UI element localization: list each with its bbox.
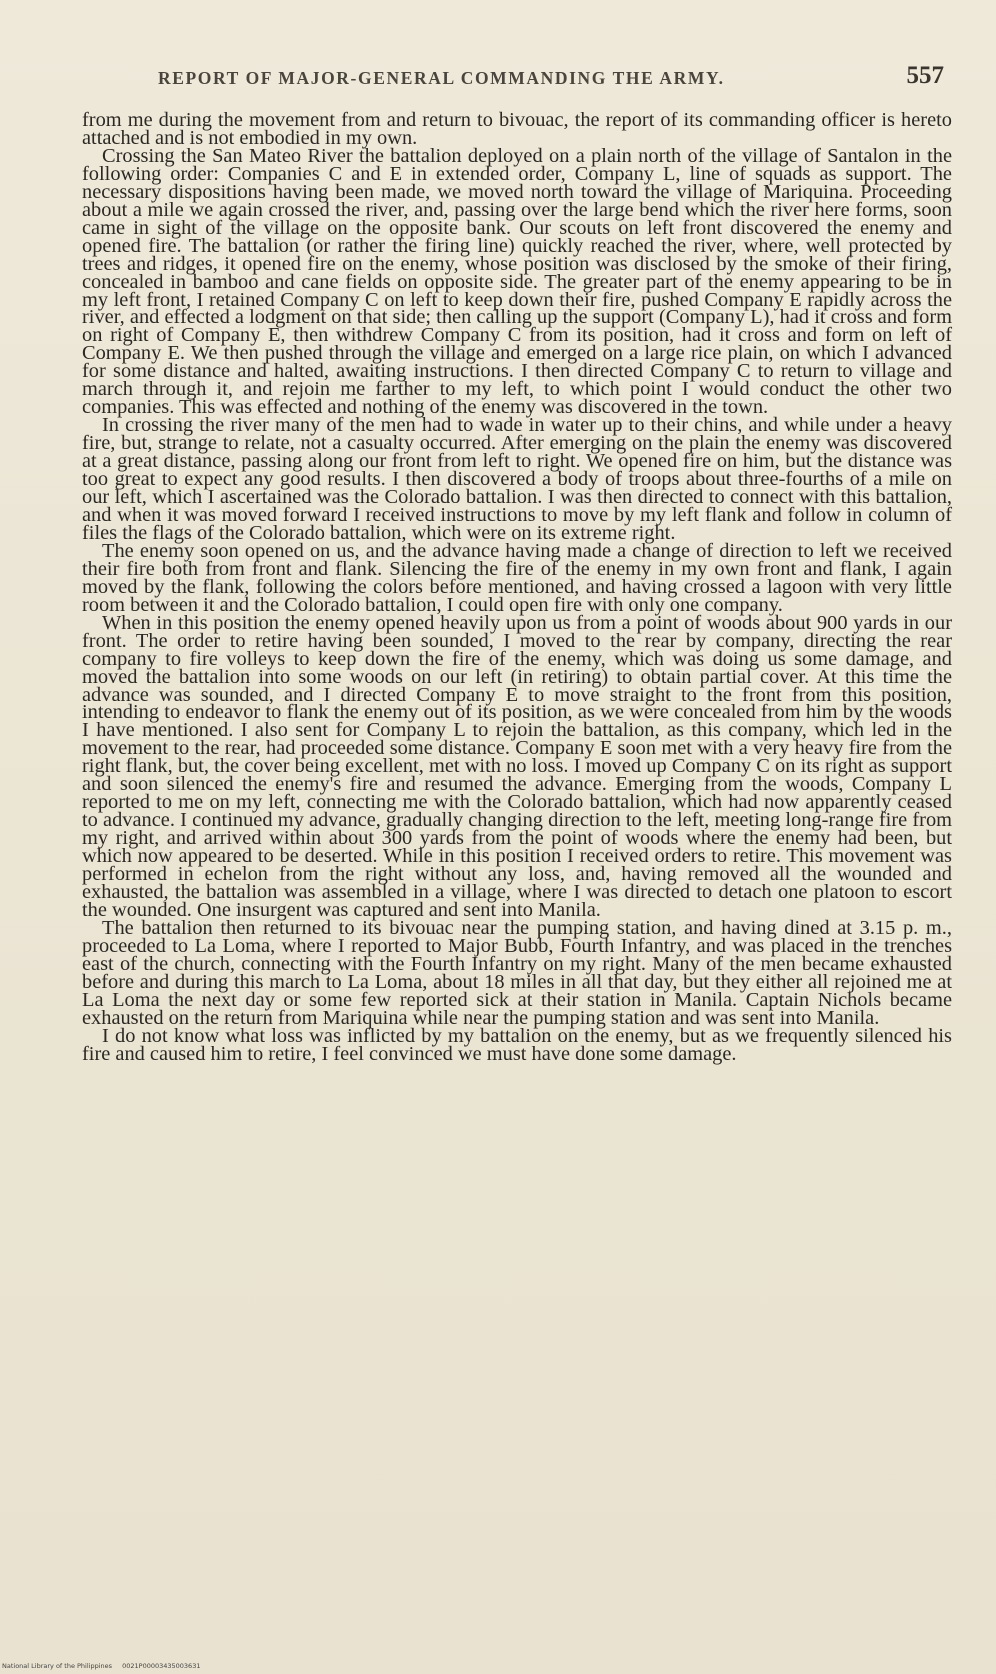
report-body — [82, 109, 952, 1065]
paragraph: When in this position the enemy opened heavily upon us from a point of woods about 900 yards in our front. The order to retire having been sounded, I moved to the rear by company, directing the rear company to fire volleys to keep down the fire of the enemy, which was doing us some damage, and moved the battalion into some woods on our left (in retiring) to obtain partial cover. At this time the advance was sounded, and I directed Company E to move straight to the front from this position, intending to endeavor to flank the enemy out of its position, as we were concealed from him by the woods I have mentioned. I also sent for Company L to rejoin the battalion, as this company, which led in the movement to the rear, had proceeded some distance. Company E soon met with a very heavy fire from the right flank, but, the cover being excellent, met with no loss. I moved up Company C on its right as support and soon silenced the enemy's fire and resumed the advance. Emerging from the woods, Company L reported to me on my left, connecting me with the Colorado battalion, which had now apparently ceased to advance. I continued my advance, gradually changing direction to the left, meeting long-range fire from my right, and arrived within about 300 yards from the point of woods where the enemy had been, but which now appeared to be deserted. While in this position I received orders to retire. This movement was performed in echelon from the right without any loss, and, having removed all the wounded and exhausted, the battalion was assembled in a village, where I was directed to detach one platoon to escort the wounded. One insurgent was captured and sent into Manila. — [82, 611, 952, 921]
paragraph: The enemy soon opened on us, and the advance having made a change of direction to left we received their fire both from front and flank. Silencing the fire of the enemy in my own front and flank, I again moved by the flank, following the colors before mentioned, and having crossed a lagoon with very little room between it and the Colorado battalion, I could open fire with only one company. — [82, 539, 952, 616]
scan-footer — [2, 1662, 200, 1670]
paragraph: Crossing the San Mateo River the battalion deployed on a plain north of the village of Santalon in the following order: Companies C and E in extended order, Company L, line of squads as support. The necessary dispositions having been made, we moved north toward the village of Mariquina. Proceeding about a mile we again crossed the river, and, passing over the large bend which the river here forms, soon came in sight of the village on the opposite bank. Our scouts on left front discovered the enemy and opened fire. The battalion (or rather the firing line) quickly reached the river, where, well protected by trees and ridges, it opened fire on the enemy, whose position was disclosed by the smoke of their firing, concealed in bamboo and cane fields on opposite side. The greater part of the enemy appearing to be in my left front, I retained Company C on left to keep down their fire, pushed Company E rapidly across the river, and effected a lodgment on that side; then calling up the support (Company L), had it cross and form on right of Company E, then withdrew Company C from its position, had it cross and form on left of Company E. We then pushed through the village and emerged on a large rice plain, on which I advanced for some distance and halted, awaiting instructions. I then directed Company C to return to village and march through it, and rejoin me farther to my left, to which point I would conduct the other two companies. This was effected and nothing of the enemy was discovered in the town. — [82, 144, 952, 419]
paragraph: I do not know what loss was inflicted by my battalion on the enemy, but as we frequently silenced his fire and caused him to retire, I feel convinced we must have done some damage. — [82, 1024, 952, 1065]
header-title: REPORT OF MAJOR-GENERAL COMMANDING THE ARMY. — [158, 68, 725, 88]
paragraph: The battalion then returned to its bivouac near the pumping station, and having dined at 3.15 p. m., proceeded to La Loma, where I reported to Major Bubb, Fourth Infantry, and was placed in the trenches east of the church, connecting with the Fourth Infantry on my right. Many of the men became exhausted before and during this march to La Loma, about 18 miles in all that day, but they either all rejoined me at La Loma the next day or some few reported sick at their station in Manila. Captain Nichols became exhausted on the return from Mariquina while near the pumping station and was sent into Manila. — [82, 916, 952, 1029]
paragraph-continuation: from me during the movement from and return to bivouac, the report of its commanding officer is hereto attached and is not embodied in my own. — [82, 109, 952, 149]
scan-barcode: 0021P00003435003631 — [122, 1662, 201, 1670]
library-credit: National Library of the Philippines — [2, 1662, 113, 1670]
paragraph: In crossing the river many of the men had to wade in water up to their chins, and while under a heavy fire, but, strange to relate, not a casualty occurred. After emerging on the plain the enemy was discovered at a great distance, passing along our front from left to right. We opened fire on him, but the distance was too great to expect any good results. I then discovered a body of troops about three-fourths of a mile on our left, which I ascertained was the Colorado battalion. I was then directed to connect with this battalion, and when it was moved forward I received instructions to move by my left flank and follow in column of files the flags of the Colorado battalion, which were on its extreme right. — [82, 414, 952, 544]
running-header — [150, 62, 958, 92]
page-number: 557 — [906, 62, 944, 89]
